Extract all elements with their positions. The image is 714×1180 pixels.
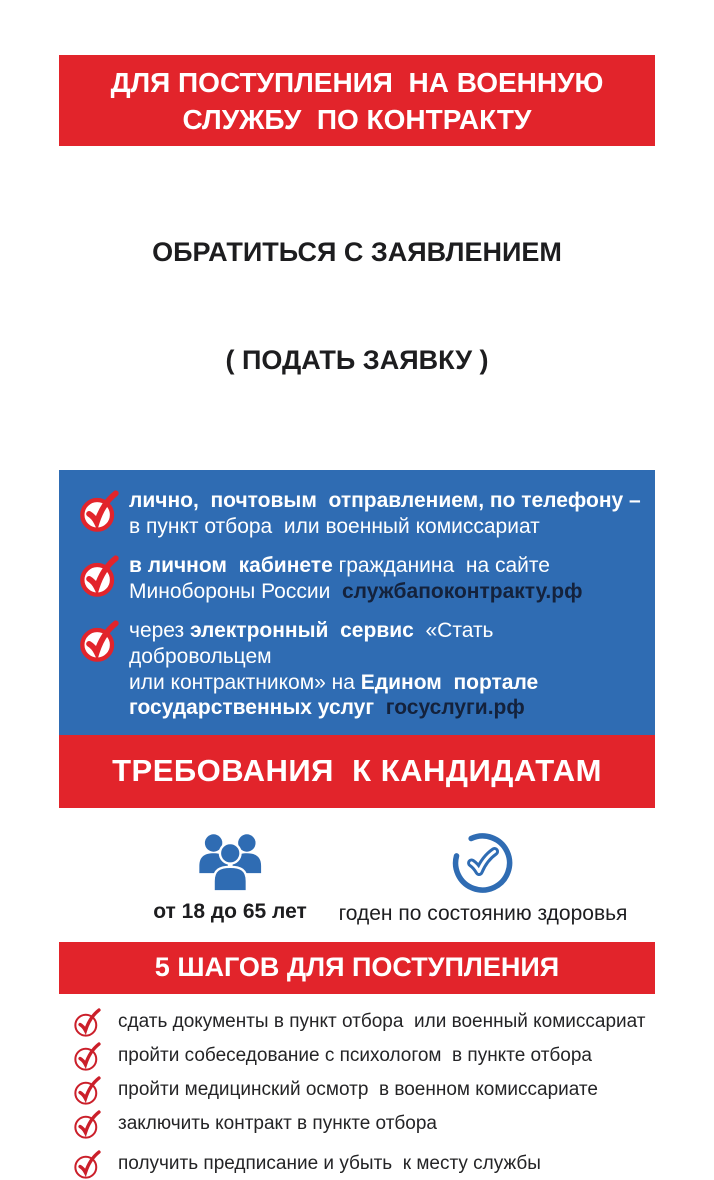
- method-text-bold: лично, почтовым отправлением, по телефону –: [129, 489, 641, 512]
- method-text: гражданина на сайте: [332, 554, 550, 578]
- method-text: «Стать добровольцем: [129, 619, 506, 669]
- step-text: сдать документы в пункт отбора или военный комиссариат: [118, 1011, 646, 1033]
- red-check-circle-icon: [73, 1109, 104, 1140]
- method-text-bold: государственных услуг: [129, 696, 386, 720]
- step-item: [73, 1109, 655, 1140]
- apply-heading: [59, 162, 655, 450]
- apply-method-item: [79, 618, 641, 720]
- method-text: в пункт отбора или военный комиссариат: [129, 514, 540, 538]
- apply-method-item: [79, 553, 641, 604]
- method-text: Минобороны России: [129, 579, 342, 603]
- apply-method-text: [129, 553, 582, 604]
- steps-list: [59, 1007, 655, 1180]
- red-check-circle-icon: [79, 554, 123, 598]
- method-text: через: [129, 619, 190, 643]
- steps-banner-text: 5 ШАГОВ ДЛЯ ПОСТУПЛЕНИЯ: [154, 952, 560, 983]
- red-check-circle-icon: [73, 1007, 104, 1038]
- step-item: [73, 1007, 655, 1038]
- red-check-circle-icon: [79, 489, 123, 533]
- step-text: заключить контракт в пункте отбора: [118, 1113, 437, 1135]
- method-text: или контрактником» на: [129, 670, 361, 694]
- title-line-1: ДЛЯ ПОСТУПЛЕНИЯ НА ВОЕННУЮ: [110, 66, 604, 98]
- red-check-circle-icon: [73, 1149, 104, 1180]
- step-text: пройти собеседование с психологом в пункте отбора: [118, 1045, 592, 1067]
- method-text-bold: в личном кабинете: [129, 554, 333, 578]
- red-check-circle-icon: [79, 619, 123, 663]
- step-item: [73, 1149, 655, 1180]
- apply-method-item: [79, 488, 641, 539]
- site-url-text: службапоконтракту.рф: [341, 579, 583, 603]
- people-group-icon: [192, 830, 268, 894]
- red-check-circle-icon: [73, 1075, 104, 1106]
- requirements-banner: [59, 735, 655, 808]
- method-text-bold: электронный сервис: [189, 619, 414, 643]
- red-check-circle-icon: [73, 1041, 104, 1072]
- step-item: [73, 1041, 655, 1072]
- apply-heading-line-1: ОБРАТИТЬСЯ С ЗАЯВЛЕНИЕМ: [152, 237, 562, 267]
- title-line-2: СЛУЖБУ ПО КОНТРАКТУ: [182, 103, 532, 135]
- requirements-row: [59, 830, 655, 930]
- apply-methods-panel: [59, 470, 655, 735]
- requirements-banner-text: ТРЕБОВАНИЯ К КАНДИДАТАМ: [112, 753, 602, 789]
- recruitment-poster: [0, 55, 714, 1175]
- health-requirement-label: годен по состоянию здоровья: [338, 901, 628, 925]
- apply-heading-line-2: ( ПОДАТЬ ЗАЯВКУ ): [225, 345, 489, 375]
- health-requirement: [339, 830, 628, 926]
- apply-method-text: [129, 488, 641, 539]
- method-text-bold: Едином портале: [360, 670, 539, 694]
- age-requirement-label: от 18 до 65 лет: [153, 899, 307, 923]
- step-text: пройти медицинский осмотр в военном комиссариате: [118, 1079, 598, 1101]
- site-url-text: госуслуги.рф: [385, 696, 525, 720]
- health-check-circle-icon: [450, 830, 516, 896]
- steps-banner: [59, 942, 655, 994]
- title-banner: [59, 55, 655, 146]
- step-item: [73, 1075, 655, 1106]
- apply-method-text: [129, 618, 641, 720]
- age-requirement: [153, 830, 307, 924]
- step-text: получить предписание и убыть к месту службы: [118, 1153, 541, 1175]
